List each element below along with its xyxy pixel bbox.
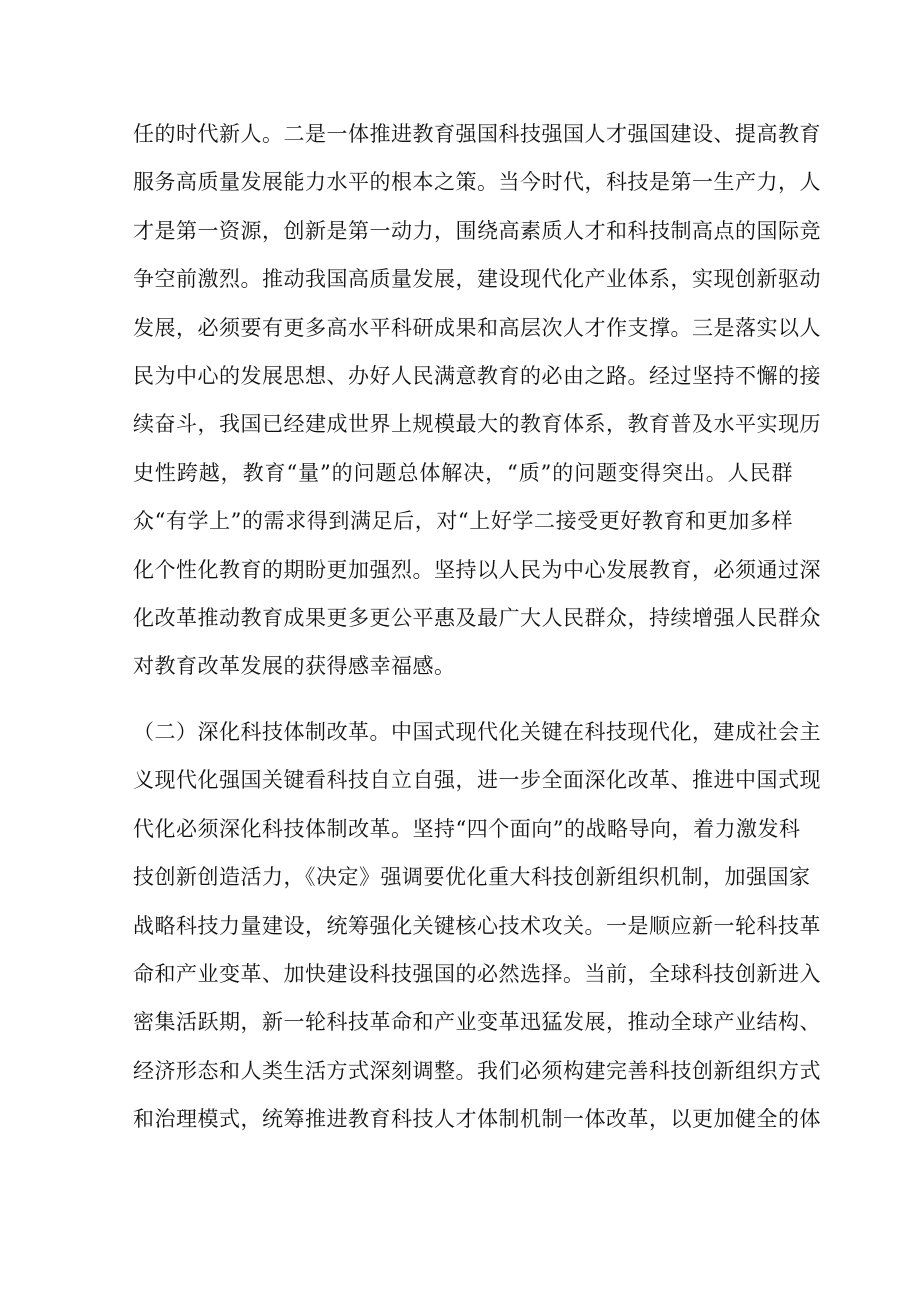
text-line: 经济形态和人类生活方式深刻调整。我们必须构建完善科技创新组织方式 (133, 1058, 821, 1083)
text-line: 义现代化强国关键看科技自立自强，进一步全面深化改革、推进中国式现 (133, 768, 821, 793)
text-line: 技创新创造活力，《决定》强调要优化重大科技创新组织机制，加强国家 (133, 865, 811, 890)
text-line: 发展，必须要有更多高水平科研成果和高层次人才作支撑。三是落实以人 (133, 315, 821, 340)
text-line: 和治理模式，统筹推进教育科技人才体制机制一体改革，以更加健全的体 (133, 1107, 821, 1132)
text-line: 化改革推动教育成果更多更公平惠及最广大人民群众，持续增强人民群众 (133, 605, 821, 630)
text-line: 众“有学上”的需求得到满足后，对“上好学二接受更好教育和更加多样 (133, 509, 793, 534)
text-line: 战略科技力量建设，统筹强化关键核心技术攻关。一是顺应新一轮科技革 (133, 913, 821, 938)
text-line: 服务高质量发展能力水平的根本之策。当今时代，科技是第一生产力，人 (133, 170, 821, 195)
text-line: 命和产业变革、加快建设科技强国的必然选择。当前，全球科技创新进入 (133, 961, 821, 986)
text-line: 争空前激烈。推动我国高质量发展，建设现代化产业体系，实现创新驱动 (133, 267, 821, 292)
paragraph-tech-reform (133, 708, 821, 1144)
text-line: 续奋斗，我国已经建成世界上规模最大的教育体系，教育普及水平实现历 (133, 412, 821, 437)
text-line: 密集活跃期，新一轮科技革命和产业变革迅猛发展，推动全球产业结构、 (133, 1010, 821, 1035)
text-line: 民为中心的发展思想、办好人民满意教育的必由之路。经过坚持不懈的接 (133, 363, 821, 388)
text-line: 代化必须深化科技体制改革。坚持“四个面向”的战略导向，着力激发科 (133, 816, 801, 841)
text-line: 才是第一资源，创新是第一动力，围绕高素质人才和科技制高点的国际竞 (133, 218, 821, 243)
text-line: 化个性化教育的期盼更加强烈。坚持以人民为中心发展教育，必须通过深 (133, 557, 821, 582)
text-line-last: 对教育改革发展的获得感幸福感。 (133, 654, 456, 679)
text-line: 史性跨越，教育“量”的问题总体解决，“质”的问题变得突出。人民群 (133, 460, 793, 485)
paragraph-education (133, 110, 821, 691)
text-line: 任的时代新人。二是一体推进教育强国科技强国人才强国建设、提高教育 (133, 122, 821, 146)
text-line: （二）深化科技体制改革。中国式现代化关键在科技现代化，建成社会主 (133, 720, 821, 744)
